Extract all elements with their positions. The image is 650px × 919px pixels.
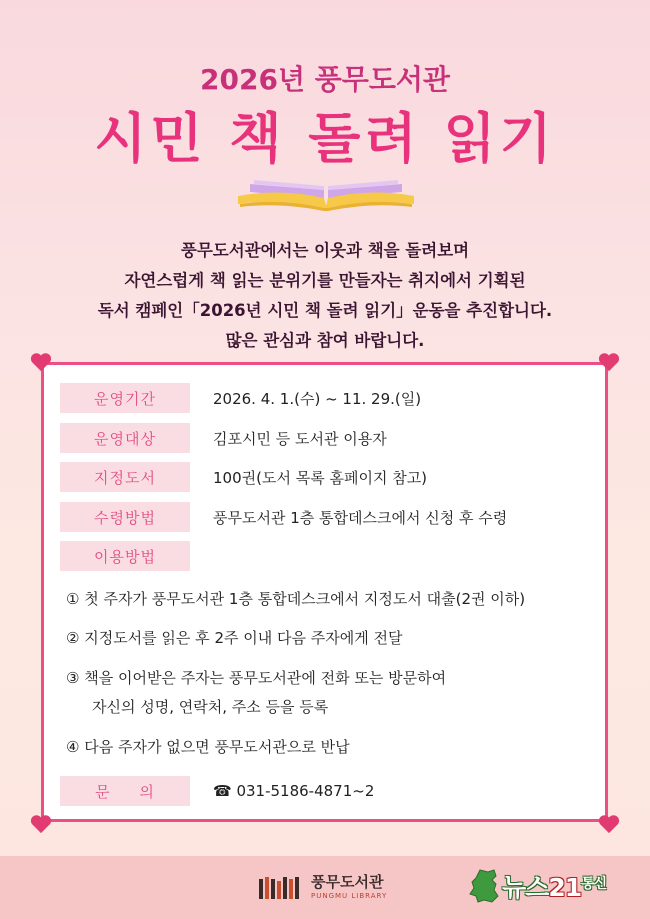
info-row-usage — [60, 541, 190, 571]
open-book-icon — [236, 176, 416, 212]
news-number: 21 — [548, 873, 582, 902]
poster-subtitle: 2026년 풍무도서관 — [200, 63, 450, 96]
info-row-books — [60, 462, 427, 492]
intro-line: 풍무도서관에서는 이웃과 책을 돌려보며 — [180, 241, 470, 260]
news21-logo — [466, 864, 636, 910]
intro-line: 많은 관심과 참여 바랍니다. — [225, 331, 425, 350]
footer — [0, 856, 650, 919]
library-bookshelf-icon — [259, 875, 301, 901]
usage-step-continued: 자신의 성명, 연락처, 주소 등을 등록 — [92, 698, 329, 716]
intro-line: 자연스럽게 책 읽는 분위기를 만들자는 취지에서 기획된 — [124, 271, 526, 290]
korea-map-icon — [466, 868, 504, 904]
news21-text — [502, 868, 606, 904]
intro-line: 독서 캠페인「2026년 시민 책 돌려 읽기」운동을 추진합니다. — [97, 301, 553, 320]
info-label: 지정도서 — [60, 462, 190, 492]
heart-icon — [598, 352, 620, 372]
library-logo — [259, 874, 387, 901]
usage-step: ① 첫 주자가 풍무도서관 1층 통합데스크에서 지정도서 대출(2권 이하) — [66, 590, 526, 608]
phone-icon: ☎ — [213, 782, 232, 800]
poster-title: 시민 책 돌려 읽기 — [94, 107, 556, 170]
news-label: 뉴스 — [502, 873, 549, 902]
intro-text — [0, 236, 650, 356]
info-row-target — [60, 423, 387, 453]
news-suffix: 통신 — [581, 876, 607, 892]
info-value: 김포시민 등 도서관 이용자 — [213, 429, 387, 448]
info-label: 운영대상 — [60, 423, 190, 453]
info-label: 운영기간 — [60, 383, 190, 413]
usage-step: ③ 책을 이어받은 주자는 풍무도서관에 전화 또는 방문하여 — [66, 669, 447, 687]
info-value: 풍무도서관 1층 통합데스크에서 신청 후 수령 — [213, 508, 508, 527]
phone-number: 031-5186-4871~2 — [236, 782, 375, 800]
heart-icon — [598, 814, 620, 834]
library-name: 풍무도서관 — [311, 873, 384, 891]
heart-icon — [30, 814, 52, 834]
info-value: 2026. 4. 1.(수) ~ 11. 29.(일) — [213, 389, 422, 408]
info-row-contact — [60, 776, 374, 806]
library-english-name: PUNGMU LIBRARY — [311, 892, 388, 900]
heart-icon — [30, 352, 52, 372]
info-value: 100권(도서 목록 홈페이지 참고) — [213, 468, 428, 487]
contact-value — [213, 782, 374, 800]
usage-step: ④ 다음 주자가 없으면 풍무도서관으로 반납 — [66, 738, 350, 756]
usage-step: ② 지정도서를 읽은 후 2주 이내 다음 주자에게 전달 — [66, 629, 403, 647]
info-row-pickup — [60, 502, 507, 532]
contact-label: 문 의 — [60, 776, 190, 806]
info-row-period — [60, 383, 421, 413]
info-label: 수령방법 — [60, 502, 190, 532]
info-label: 이용방법 — [60, 541, 190, 571]
